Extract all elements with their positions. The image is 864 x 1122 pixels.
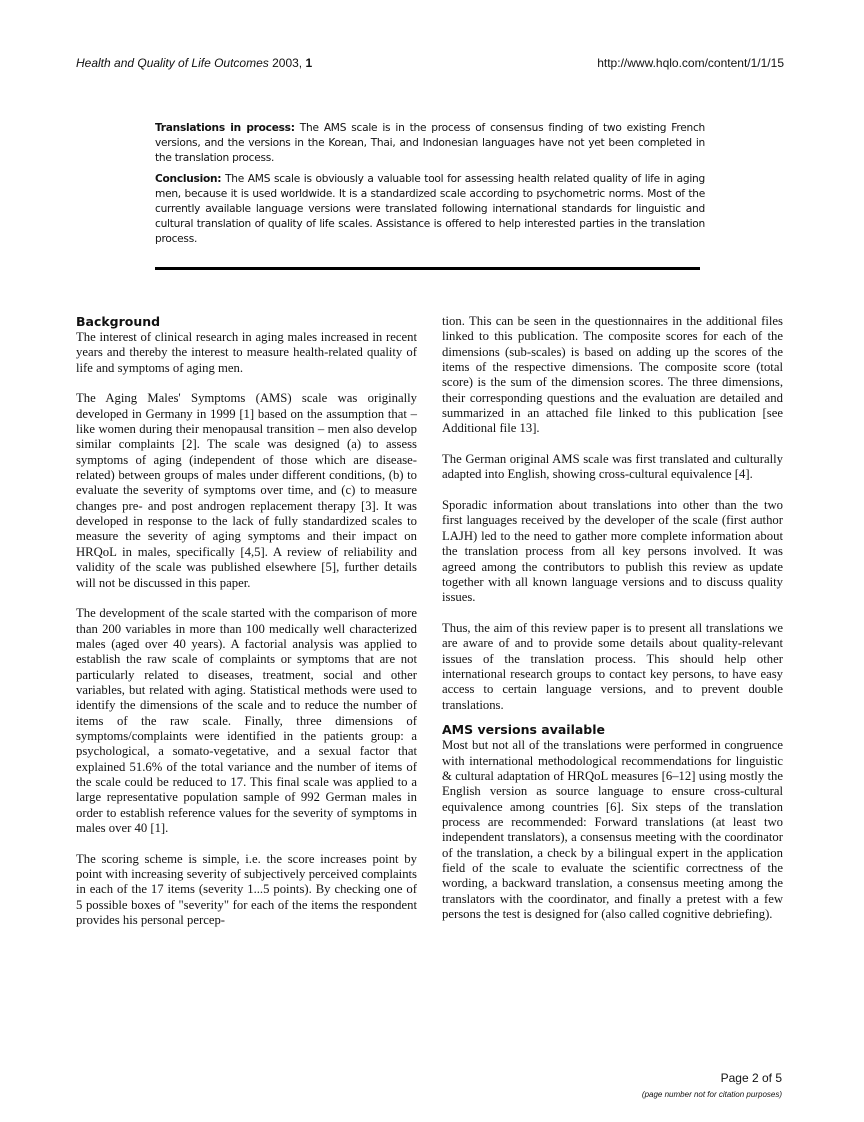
paragraph: Most but not all of the translations were performed in congruence with international methodological recommendations for linguistic & cultural adaptation of HRQoL measures [6–12] using mostly the English version as source language to ensure cross-cultural equivalence among countries [6]. Six steps of the translation process are recommended: Forward translations (at least two independent translators), a consensus meeting with the coordinator of the translation, a check by a bilingual expert in the application field of the scale to evaluate the scientific correctness of the wording, a backward translation, a consensus meeting among the translators with the coordinator, and finally a pretest with a few persons the test is designed for (also called cognitive debriefing). [442, 738, 783, 922]
abstract-conclusion [155, 172, 705, 248]
abstract-label: Translations in process: [155, 122, 295, 134]
paragraph: tion. This can be seen in the questionnaires in the additional files linked to this publication. The composite scores for each of the dimensions (sub-scales) is based on adding up the scores of the items of the respective dimensions. The composite score (total score) is the sum of the dimension scores. The three dimensions, their corresponding questions and the evaluation are detailed and summarized in an attached file linked to this publication [see Additional file 13]. [442, 314, 783, 436]
abstract-label: Conclusion: [155, 172, 222, 185]
paragraph: The development of the scale started with the comparison of more than 200 variables in more than 100 medically well characterized males (aged over 40 years). A factorial analysis was applied to establish the raw scale of complaints or symptoms that are not particularly related to diseases, treatment, social and other variables, but related with aging. Statistical methods were used to identify the dimensions of the scale and to reduce the number of items of the raw scale. Finally, three dimensions of symptoms/complaints were identified in the patients group: a psychological, a somato-vegetative, and a sexual factor that explained 51.6% of the total variance and the number of items of the scale could be reduced to 17. This final scale was applied to a large representative population sample of 992 German males in order to establish reference values for the severity of symptoms in males over 40 [1]. [76, 606, 417, 835]
running-header-url[interactable]: http://www.hqlo.com/content/1/1/15 [597, 56, 784, 70]
paragraph: Thus, the aim of this review paper is to present all translations we are aware of and to provide some details about quality-relevant issues of the translation process. This should help other international research groups to contact key persons, to have easy access to certain language versions, and to prevent double translations. [442, 620, 783, 712]
paragraph: The Aging Males' Symptoms (AMS) scale was originally developed in Germany in 1999 [1] based on the assumption that – like women during their menopausal transition – men also develop similar complaints [2]. The scale was designed (a) to assess symptoms of aging (independent of those which are disease-related) between groups of males under different conditions, (b) to evaluate the severity of symptoms over time, and (c) to measure changes pre- and post androgen replacement therapy [3]. It was developed in response to the lack of fully standardized scales to measure the severity of aging symptoms and their impact on HRQoL in males, specifically [4,5]. A review of reliability and validity of the scale was published elsewhere [5], further details will not be discussed in this paper. [76, 391, 417, 590]
abstract-translations [155, 121, 705, 167]
journal-volume: 1 [305, 56, 313, 70]
section-heading: Background [76, 314, 161, 329]
abstract-text: The AMS scale is in the process of consensus finding of two existing French versions, and the versions in the Korean, Thai, and Indonesian languages have not yet been completed in the translation process. [155, 122, 705, 165]
paragraph: The scoring scheme is simple, i.e. the score increases point by point with increasing severity of subjectively perceived complaints in each of the 17 items (severity 1...5 points). By checking one of 5 possible boxes of "severity" for each of the items the respondent provides his personal percep- [76, 851, 417, 928]
right-column [442, 314, 783, 938]
paragraph: The interest of clinical research in aging males increased in recent years and thereby the interest to measure health-related quality of life and symptoms of aging men. [76, 330, 417, 375]
journal-year: 2003, [268, 56, 306, 70]
left-column [76, 314, 417, 944]
section-heading: AMS versions available [442, 722, 605, 738]
abstract-text: The AMS scale is obviously a valuable tool for assessing health related quality of life in aging men, because it is used worldwide. It is a standardized scale according to psychometric norms. Most of the currently available language versions were translated following international standards for linguistic and cultural translation of quality of life scales. Assistance is offered to help interested parties in the translation process. [155, 172, 705, 246]
journal-name: Health and Quality of Life Outcomes [76, 56, 269, 70]
page-number-note: (page number not for citation purposes) [641, 1090, 782, 1099]
page-number: Page 2 of 5 [720, 1071, 782, 1085]
running-header-journal [76, 56, 312, 70]
paragraph: The German original AMS scale was first translated and culturally adapted into English, showing cross-cultural equivalence [4]. [442, 452, 783, 482]
abstract-section [155, 121, 705, 253]
paragraph: Sporadic information about translations into other than the two first languages received by the developer of the scale (first author LAJH) led to the need to gather more complete information about the translation process from all key persons involved. It was agreed among the contributors to publish this review as update together with all known language versions and to discuss quality issues. [442, 498, 783, 605]
abstract-divider [155, 267, 700, 270]
